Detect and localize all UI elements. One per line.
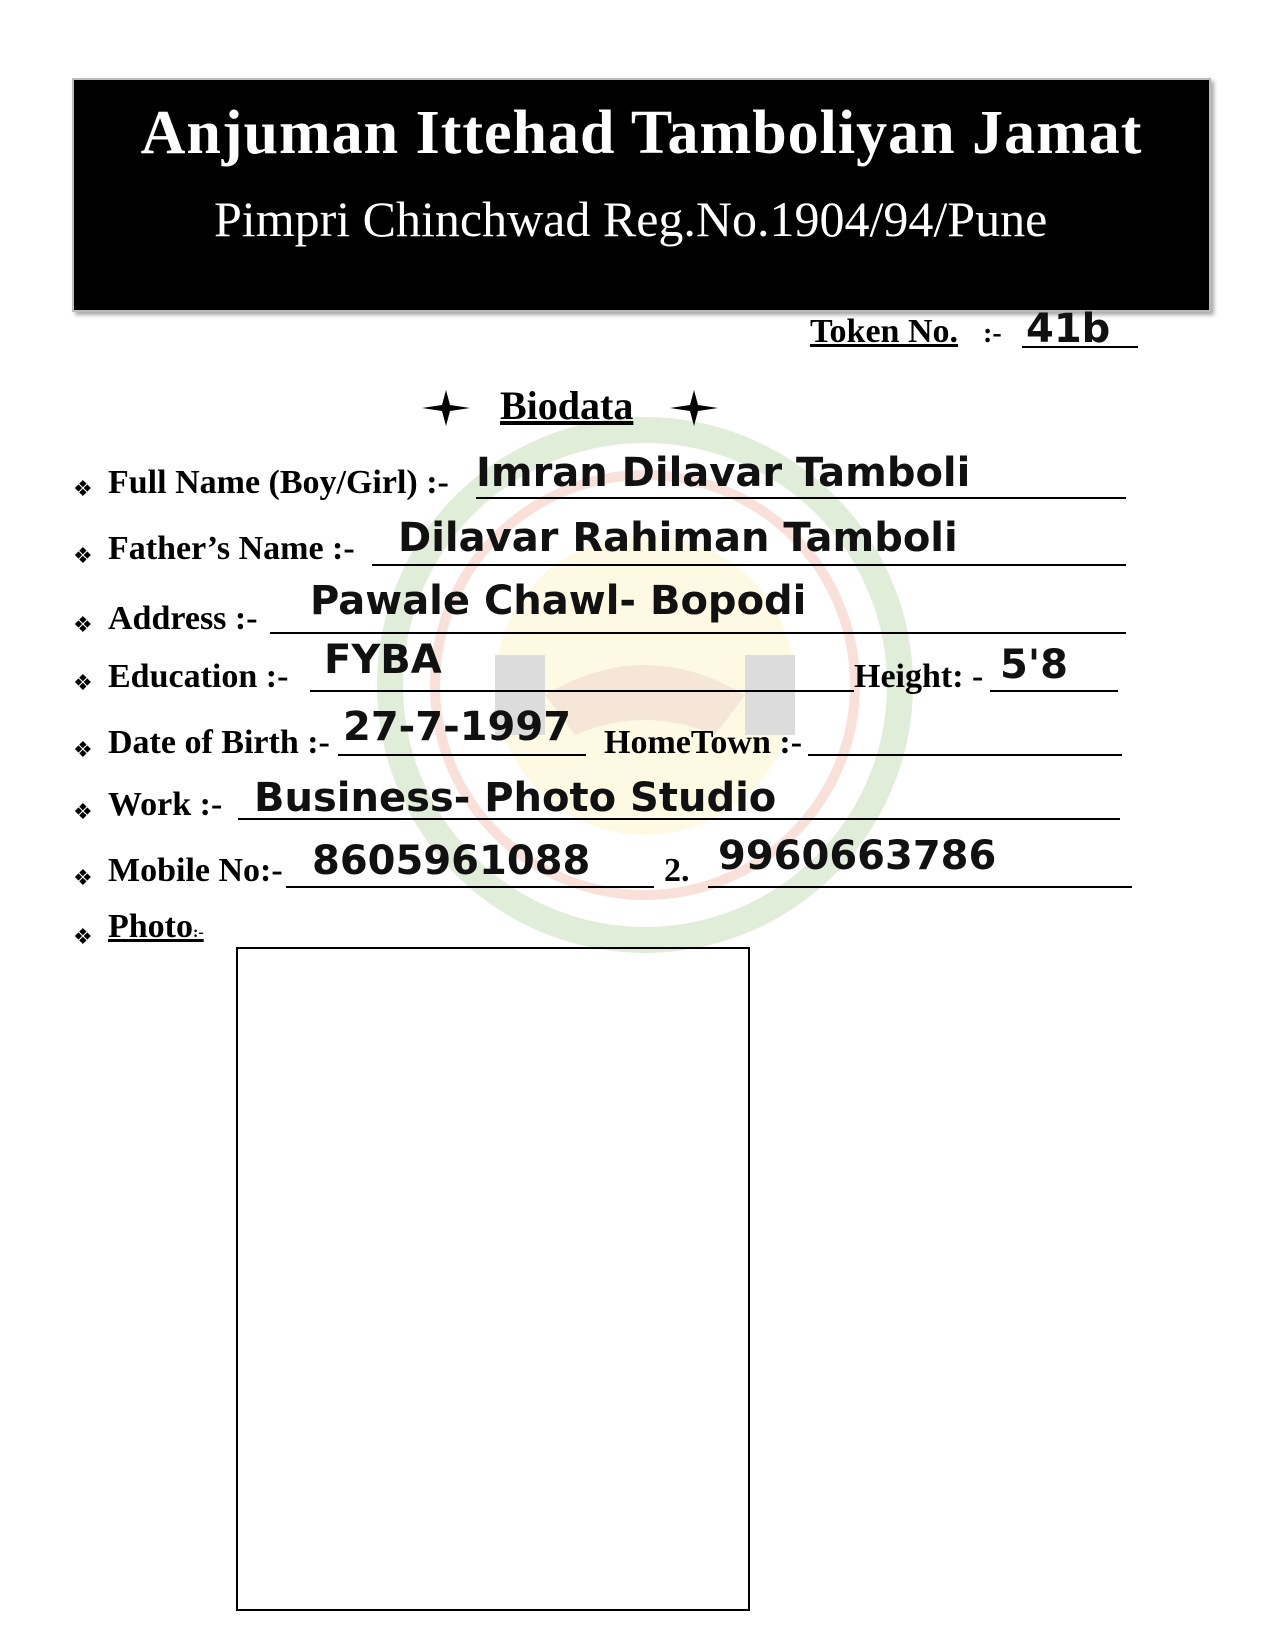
height-line [990, 690, 1118, 692]
education-value: FYBA [324, 637, 442, 683]
photo-label-suffix: :- [193, 924, 204, 941]
organization-name: Anjuman Ittehad Tamboliyan Jamat [140, 99, 1143, 167]
education-line [310, 690, 854, 692]
father-name-value: Dilavar Rahiman Tamboli [398, 515, 958, 561]
token-separator: :- [983, 318, 1002, 349]
hometown-label: HomeTown :- [604, 724, 803, 761]
diamond-bullet-icon: ❖ [73, 737, 93, 762]
address-value: Pawale Chawl- Bopodi [310, 578, 807, 624]
dob-value: 27-7-1997 [343, 704, 572, 750]
mobile-label: Mobile No:- [108, 852, 283, 889]
star-right-icon [668, 388, 720, 428]
dob-label: Date of Birth :- [108, 724, 330, 761]
mobile-2-line [708, 886, 1132, 888]
father-name-label: Father’s Name :- [108, 530, 355, 567]
dob-line [338, 754, 586, 756]
biodata-title: Biodata [500, 383, 634, 428]
mobile-value: 8605961088 [312, 838, 591, 884]
diamond-bullet-icon: ❖ [73, 543, 93, 568]
work-value: Business- Photo Studio [254, 775, 777, 821]
height-value: 5'8 [1000, 642, 1068, 688]
mobile-2-value: 9960663786 [718, 833, 997, 879]
work-label: Work :- [108, 786, 223, 823]
star-left-icon [420, 388, 472, 428]
address-line [270, 632, 1126, 634]
education-label: Education :- [108, 658, 289, 695]
father-name-line [372, 564, 1126, 566]
diamond-bullet-icon: ❖ [73, 799, 93, 824]
diamond-bullet-icon: ❖ [73, 865, 93, 890]
token-value: 41b [1026, 306, 1111, 352]
header-banner [72, 78, 1211, 312]
registration-line: Pimpri Chinchwad Reg.No.1904/94/Pune [214, 191, 1048, 247]
diamond-bullet-icon: ❖ [73, 924, 93, 949]
photo-box [236, 947, 750, 1611]
address-label: Address :- [108, 600, 258, 637]
photo-label [108, 908, 204, 946]
full-name-label: Full Name (Boy/Girl) :- [108, 464, 449, 501]
height-label: Height: - [854, 658, 984, 695]
diamond-bullet-icon: ❖ [73, 476, 93, 501]
full-name-value: Imran Dilavar Tamboli [476, 450, 971, 496]
diamond-bullet-icon: ❖ [73, 670, 93, 695]
token-label: Token No. [810, 313, 959, 350]
diamond-bullet-icon: ❖ [73, 612, 93, 637]
full-name-line [476, 497, 1126, 499]
photo-label-text: Photo [108, 908, 193, 945]
mobile-2-label: 2. [664, 852, 690, 889]
mobile-line [286, 886, 654, 888]
hometown-line [808, 754, 1122, 756]
